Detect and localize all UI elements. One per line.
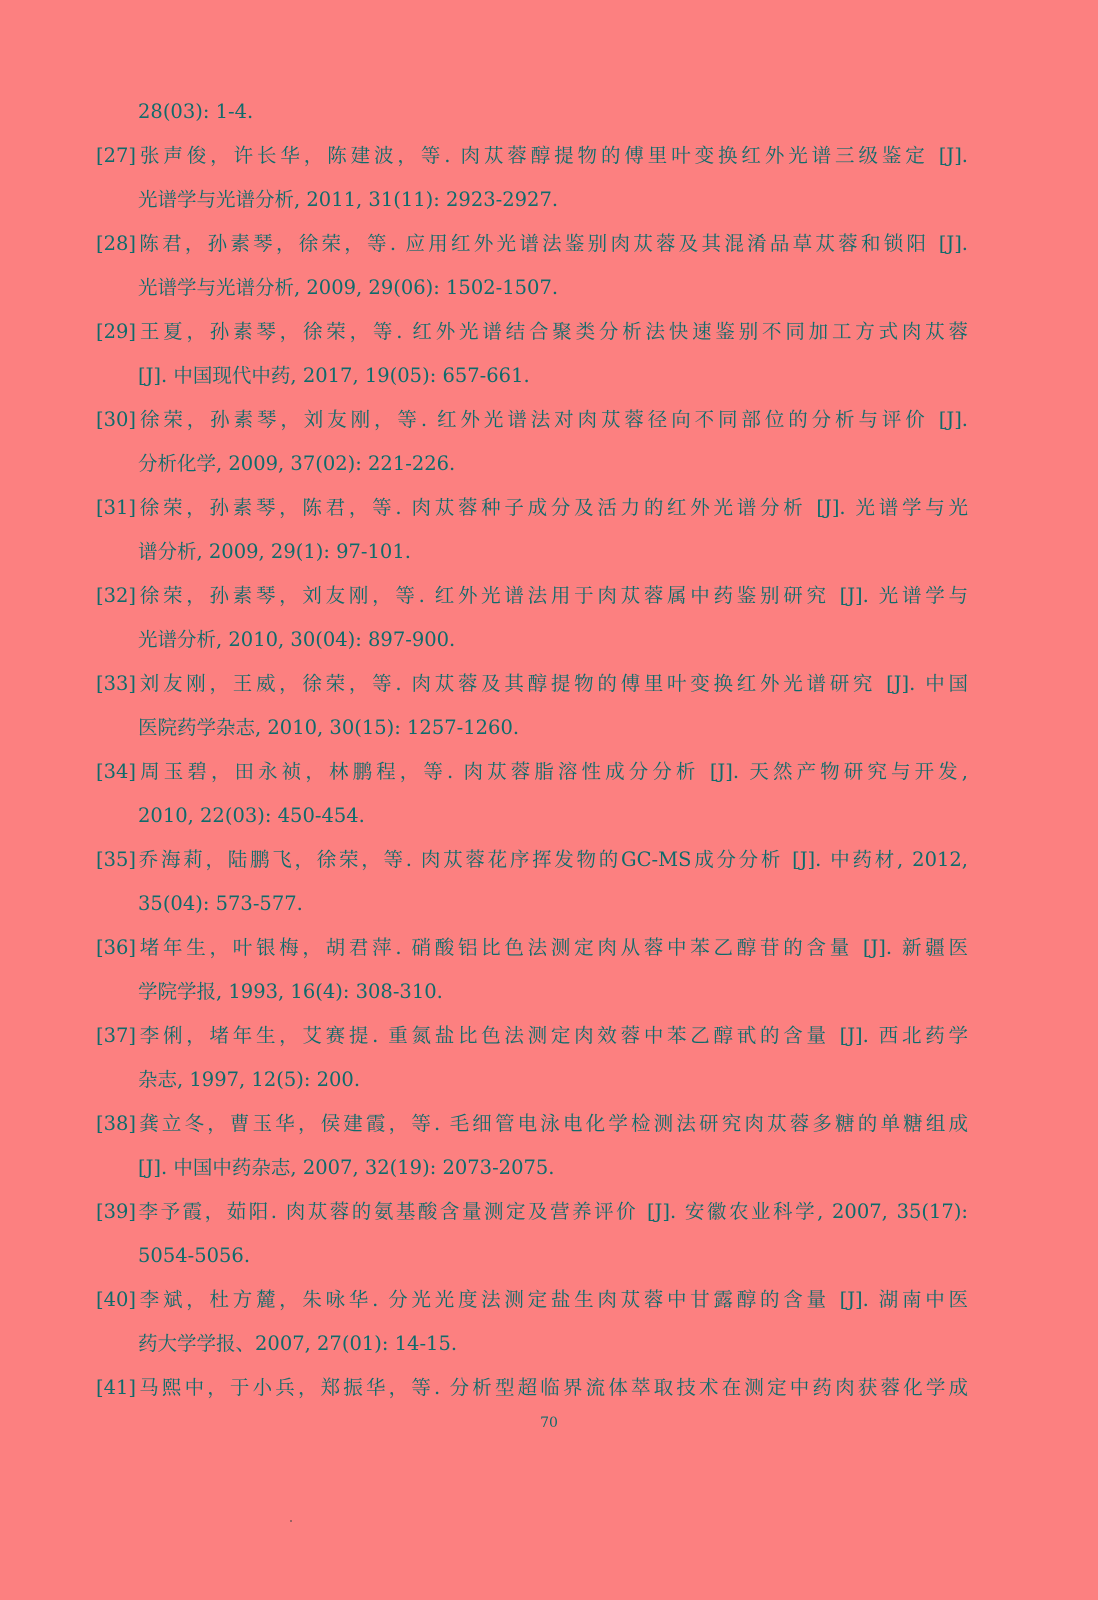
reference-number: [35] bbox=[96, 848, 137, 871]
reference-text-line1: 乔海莉，陆鹏飞，徐荣，等. 肉苁蓉花序挥发物的GC-MS成分分析 [J]. 中药材, 2012, bbox=[136, 848, 968, 871]
reference-text-line2: 光谱分析, 2010, 30(04): 897-900. bbox=[138, 628, 456, 651]
reference-text-line2: 学院学报, 1993, 16(4): 308-310. bbox=[138, 980, 443, 1003]
reference-text-line1: 张声俊，许长华，陈建波，等. 肉苁蓉醇提物的傅里叶变换红外光谱三级鉴定 [J]. bbox=[136, 144, 968, 167]
reference-text-line2: 5054-5056. bbox=[138, 1244, 251, 1267]
reference-text-line2: 分析化学, 2009, 37(02): 221-226. bbox=[138, 452, 456, 475]
reference-text-line1: 龚立冬，曹玉华，侯建霞，等. 毛细管电泳电化学检测法研究肉苁蓉多糖的单糖组成 bbox=[136, 1112, 968, 1135]
reference-item bbox=[96, 310, 968, 398]
reference-text-line1: 堵年生，叶银梅，胡君萍. 硝酸铝比色法测定肉从蓉中苯乙醇苷的含量 [J]. 新疆医 bbox=[136, 936, 968, 959]
reference-item bbox=[96, 838, 968, 926]
reference-list bbox=[96, 90, 968, 1410]
reference-text-line1: 马熙中，于小兵，郑振华，等. 分析型超临界流体萃取技术在测定中药肉获蓉化学成 bbox=[136, 1376, 968, 1399]
reference-number: [37] bbox=[96, 1024, 137, 1047]
reference-text-line1: 李予霞，茹阳. 肉苁蓉的氨基酸含量测定及营养评价 [J]. 安徽农业科学, 2007, 35(17): bbox=[136, 1200, 968, 1223]
reference-number: [33] bbox=[96, 672, 137, 695]
reference-text-line1: 徐荣，孙素琴，刘友刚，等. 红外光谱法用于肉苁蓉属中药鉴别研究 [J]. 光谱学与 bbox=[136, 584, 968, 607]
reference-text-line1: 李俐，堵年生，艾赛提. 重氮盐比色法测定肉效蓉中苯乙醇甙的含量 [J]. 西北药学 bbox=[136, 1024, 968, 1047]
reference-item bbox=[96, 574, 968, 662]
reference-item bbox=[96, 1278, 968, 1366]
reference-item bbox=[96, 1014, 968, 1102]
reference-text-line2: 药大学学报、2007, 27(01): 14-15. bbox=[138, 1332, 458, 1355]
reference-item bbox=[96, 398, 968, 486]
reference-text-line1: 徐荣，孙素琴，陈君，等. 肉苁蓉种子成分及活力的红外光谱分析 [J]. 光谱学与光 bbox=[136, 496, 968, 519]
reference-number: [28] bbox=[96, 232, 137, 255]
reference-text-line2: 医院药学杂志, 2010, 30(15): 1257-1260. bbox=[138, 716, 520, 739]
reference-item bbox=[96, 222, 968, 310]
reference-text-line1: 徐荣，孙素琴，刘友刚，等. 红外光谱法对肉苁蓉径向不同部位的分析与评价 [J]. bbox=[136, 408, 968, 431]
reference-item bbox=[96, 750, 968, 838]
reference-number: [40] bbox=[96, 1288, 137, 1311]
reference-text-line1: 刘友刚，王威，徐荣，等. 肉苁蓉及其醇提物的傅里叶变换红外光谱研究 [J]. 中国 bbox=[136, 672, 968, 695]
reference-number: [34] bbox=[96, 760, 137, 783]
reference-item bbox=[96, 926, 968, 1014]
reference-text-line2: [J]. 中国现代中药, 2017, 19(05): 657-661. bbox=[138, 364, 530, 387]
reference-number: [29] bbox=[96, 320, 137, 343]
reference-text-line1: 周玉碧，田永祯，林鹏程，等. 肉苁蓉脂溶性成分分析 [J]. 天然产物研究与开发, bbox=[136, 760, 968, 783]
reference-text-line2: 杂志, 1997, 12(5): 200. bbox=[138, 1068, 361, 1091]
reference-text-line1: 陈君，孙素琴，徐荣，等. 应用红外光谱法鉴别肉苁蓉及其混淆品草苁蓉和锁阳 [J]. bbox=[136, 232, 968, 255]
reference-text-line2: [J]. 中国中药杂志, 2007, 32(19): 2073-2075. bbox=[138, 1156, 555, 1179]
reference-number: [27] bbox=[96, 144, 137, 167]
reference-number: [38] bbox=[96, 1112, 137, 1135]
reference-item bbox=[96, 1190, 968, 1278]
reference-item bbox=[96, 486, 968, 574]
reference-number: [41] bbox=[96, 1376, 137, 1399]
reference-item bbox=[96, 1102, 968, 1190]
reference-number: [30] bbox=[96, 408, 137, 431]
reference-item bbox=[96, 1366, 968, 1410]
reference-continuation: 28(03): 1-4. bbox=[138, 100, 254, 123]
reference-item bbox=[96, 134, 968, 222]
reference-text-line1: 李斌，杜方麓，朱咏华. 分光光度法测定盐生肉苁蓉中甘露醇的含量 [J]. 湖南中医 bbox=[136, 1288, 968, 1311]
reference-item bbox=[96, 662, 968, 750]
reference-text-line2: 35(04): 573-577. bbox=[138, 892, 303, 915]
reference-text-line1: 王夏，孙素琴，徐荣，等. 红外光谱结合聚类分析法快速鉴别不同加工方式肉苁蓉 bbox=[136, 320, 968, 343]
reference-text-line2: 2010, 22(03): 450-454. bbox=[138, 804, 365, 827]
page-number: 70 bbox=[540, 1415, 558, 1431]
reference-number: [31] bbox=[96, 496, 137, 519]
scan-speck bbox=[290, 1520, 292, 1522]
reference-number: [32] bbox=[96, 584, 137, 607]
reference-text-line2: 光谱学与光谱分析, 2011, 31(11): 2923-2927. bbox=[138, 188, 559, 211]
reference-number: [39] bbox=[96, 1200, 137, 1223]
reference-text-line2: 谱分析, 2009, 29(1): 97-101. bbox=[138, 540, 411, 563]
reference-number: [36] bbox=[96, 936, 137, 959]
reference-text-line2: 光谱学与光谱分析, 2009, 29(06): 1502-1507. bbox=[138, 276, 559, 299]
